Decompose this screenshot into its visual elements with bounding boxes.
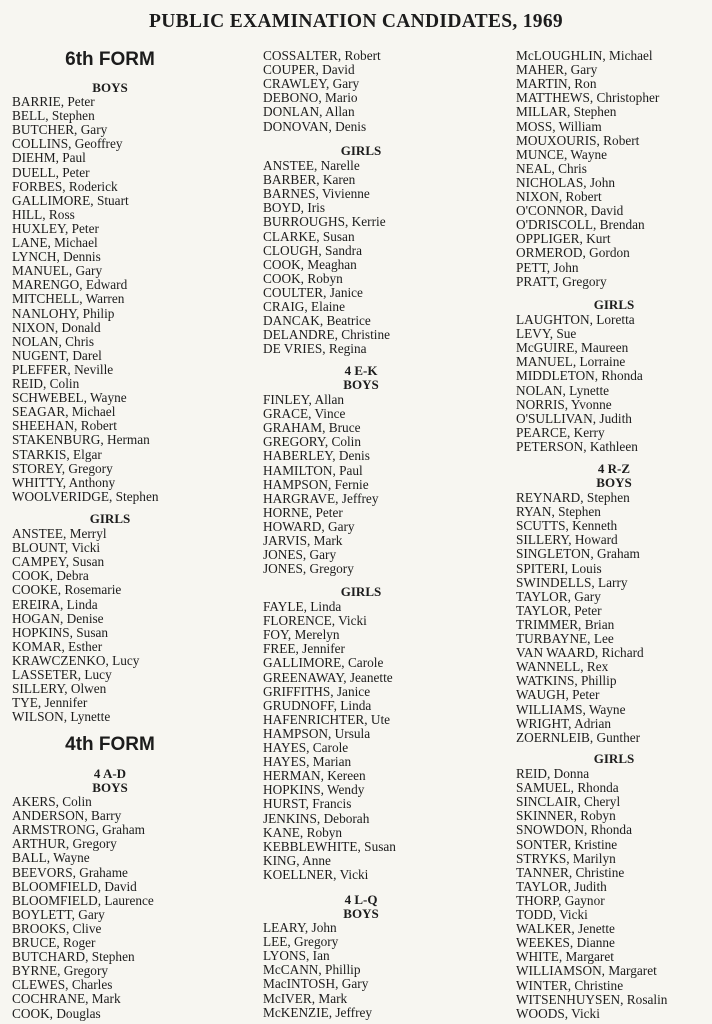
candidate-name: PEARCE, Kerry: [516, 424, 605, 440]
candidate-name: DELANDRE, Christine: [263, 327, 391, 343]
candidate-name: O'DRISCOLL, Brendan: [516, 217, 645, 233]
candidate-name: TRIMMER, Brian: [516, 616, 615, 632]
form-heading: 6th FORM: [65, 49, 155, 70]
candidate-name: NOLAN, Lynette: [516, 382, 610, 398]
candidate-name: COOK, Meaghan: [263, 256, 357, 272]
candidate-name: CLOUGH, Sandra: [263, 242, 362, 258]
candidate-name: McIVER, Mark: [263, 990, 348, 1006]
candidate-name: COOK, Debra: [12, 568, 89, 584]
candidate-name: KOELLNER, Vicki: [263, 866, 369, 882]
candidate-name: MIDDLETON, Rhonda: [516, 368, 643, 384]
candidate-name: McLOUGHLIN, Michael: [516, 48, 653, 63]
candidate-name: NIXON, Robert: [516, 189, 602, 204]
section-heading: GIRLS: [340, 584, 382, 599]
candidate-name: BROOKS, Clive: [12, 920, 102, 936]
candidate-name: HOPKINS, Susan: [12, 624, 109, 640]
candidate-name: SILLERY, Olwen: [12, 681, 107, 697]
candidate-name: BARRIE, Peter: [12, 94, 95, 109]
section-heading: GIRLS: [593, 297, 635, 312]
candidate-name: EREIRA, Linda: [12, 596, 98, 612]
candidate-name: NEAL, Chris: [516, 160, 587, 176]
candidate-name: NANLOHY, Philip: [12, 305, 115, 321]
section-heading: 4 A-D: [93, 766, 127, 781]
candidate-name: McKENZIE, Jeffrey: [263, 1004, 373, 1020]
candidate-name: O'CONNOR, David: [516, 203, 624, 219]
candidate-name: AKERS, Colin: [12, 794, 92, 809]
candidate-name: THORP, Gaynor: [516, 892, 605, 908]
candidate-name: LASSETER, Lucy: [12, 667, 112, 682]
candidate-name: BLOOMFIELD, Laurence: [12, 892, 154, 908]
candidate-name: SAMUEL, Rhonda: [516, 780, 619, 796]
candidate-name: WHITE, Margaret: [516, 949, 614, 965]
candidate-name: BYRNE, Gregory: [12, 963, 109, 979]
candidate-name: TODD, Vicki: [516, 907, 588, 922]
candidate-name: MOSS, William: [516, 118, 602, 134]
candidate-name: NORRIS, Yvonne: [516, 396, 612, 412]
candidate-name: REID, Donna: [516, 766, 590, 781]
candidate-name: BUTCHER, Gary: [12, 122, 108, 138]
candidate-name: JENKINS, Deborah: [263, 810, 370, 826]
candidate-name: HAFENRICHTER, Ute: [263, 711, 391, 727]
candidate-name: CRAIG, Elaine: [263, 299, 345, 314]
candidate-name: WAUGH, Peter: [516, 687, 600, 703]
candidate-name: BURROUGHS, Kerrie: [263, 214, 386, 230]
candidate-name: CLARKE, Susan: [263, 228, 355, 244]
candidate-name: HILL, Ross: [12, 206, 75, 222]
candidate-name: MacINTOSH, Gary: [263, 976, 369, 992]
candidate-name: STOREY, Gregory: [12, 460, 113, 476]
section-heading: GIRLS: [340, 143, 382, 158]
candidate-name: COULTER, Janice: [263, 284, 363, 300]
candidate-name: NIXON, Donald: [12, 319, 101, 335]
candidate-name: COOKE, Rosemarie: [12, 582, 122, 598]
candidate-name: LEVY, Sue: [516, 326, 577, 342]
candidate-name: BARNES, Vivienne: [263, 186, 370, 202]
page-title: PUBLIC EXAMINATION CANDIDATES, 1969: [149, 11, 563, 32]
candidate-name: KANE, Robyn: [263, 824, 343, 840]
candidate-name: KOMAR, Esther: [12, 638, 103, 654]
candidate-name: HAMPSON, Fernie: [263, 476, 369, 492]
candidate-name: WOOLVERIDGE, Stephen: [12, 488, 159, 504]
section-heading: BOYS: [596, 475, 632, 490]
candidate-name: CLEWES, Charles: [12, 977, 113, 993]
candidate-name: NUGENT, Darel: [12, 347, 102, 363]
candidate-name: ARTHUR, Gregory: [12, 836, 117, 852]
candidate-name: COOK, Douglas: [12, 1005, 101, 1021]
candidate-name: LAUGHTON, Loretta: [516, 312, 635, 327]
candidate-name: STARKIS, Elgar: [12, 446, 102, 462]
candidate-name: RYAN, Stephen: [516, 504, 601, 520]
candidate-name: ARMSTRONG, Graham: [12, 822, 145, 838]
candidate-name: WATKINS, Phillip: [516, 673, 617, 689]
candidate-name: VAN WAARD, Richard: [516, 645, 644, 661]
candidate-name: COCHRANE, Mark: [12, 991, 121, 1007]
section-heading: BOYS: [92, 80, 128, 95]
candidate-name: MATTHEWS, Christopher: [516, 90, 660, 106]
candidate-name: GRUDNOFF, Linda: [263, 697, 372, 713]
candidate-name: COOK, Robyn: [263, 270, 343, 286]
candidate-name: SINGLETON, Graham: [516, 546, 640, 562]
candidate-name: DIEHM, Paul: [12, 150, 86, 166]
candidate-name: DONOVAN, Denis: [263, 118, 367, 134]
candidate-name: TURBAYNE, Lee: [516, 631, 614, 646]
candidate-name: ANSTEE, Merryl: [12, 526, 107, 541]
candidate-name: PRATT, Gregory: [516, 273, 607, 289]
candidate-name: SEAGAR, Michael: [12, 404, 116, 420]
candidate-name: SINCLAIR, Cheryl: [516, 794, 621, 810]
candidate-name: FINLEY, Allan: [263, 392, 345, 407]
candidate-name: SPITERI, Louis: [516, 560, 602, 576]
candidate-name: HURST, Francis: [263, 796, 352, 812]
candidate-name: TANNER, Christine: [516, 864, 625, 880]
candidate-name: ORMEROD, Gordon: [516, 245, 630, 261]
candidate-name: HABERLEY, Denis: [263, 448, 370, 464]
candidate-name: PETERSON, Kathleen: [516, 438, 638, 454]
candidate-name: SKINNER, Robyn: [516, 808, 616, 824]
candidate-name: GREENAWAY, Jeanette: [263, 669, 393, 685]
candidate-name: LYONS, Ian: [263, 948, 330, 964]
candidate-name: BLOUNT, Vicki: [12, 540, 101, 556]
candidate-name: KING, Anne: [263, 852, 331, 868]
candidate-name: COUPER, David: [263, 62, 355, 78]
candidate-name: BEEVORS, Grahame: [12, 864, 128, 880]
candidate-name: HAYES, Marian: [263, 754, 352, 770]
candidate-name: SHEEHAN, Robert: [12, 418, 117, 434]
candidate-name: McGUIRE, Maureen: [516, 340, 629, 356]
candidate-name: COLLINS, Geoffrey: [12, 136, 123, 152]
section-heading: BOYS: [343, 377, 379, 392]
candidate-name: MARENGO, Edward: [12, 277, 128, 293]
section-heading: 4 E-K: [344, 363, 378, 378]
candidate-name: KRAWCZENKO, Lucy: [12, 652, 140, 668]
candidate-name: GRAHAM, Bruce: [263, 420, 361, 436]
candidate-name: TAYLOR, Gary: [516, 588, 601, 604]
candidate-name: NICHOLAS, John: [516, 174, 615, 190]
candidate-name: DONLAN, Allan: [263, 104, 355, 120]
candidate-name: MILLAR, Stephen: [516, 104, 617, 120]
candidate-name: WEEKES, Dianne: [516, 935, 615, 951]
candidate-name: WALKER, Jenette: [516, 921, 615, 937]
candidate-name: GREGORY, Colin: [263, 434, 362, 450]
candidate-name: MAHER, Gary: [516, 62, 598, 78]
candidate-name: JARVIS, Mark: [263, 533, 343, 548]
candidate-name: MARTIN, Ron: [516, 76, 597, 92]
candidate-name: PLEFFER, Neville: [12, 361, 114, 377]
candidate-name: STAKENBURG, Herman: [12, 432, 150, 448]
candidate-name: BRUCE, Roger: [12, 935, 96, 950]
candidate-name: MITCHELL, Warren: [12, 291, 125, 307]
candidate-name: FORBES, Roderick: [12, 178, 118, 194]
candidate-name: MUNCE, Wayne: [516, 146, 608, 162]
section-heading: 4 L-Q: [344, 892, 378, 907]
candidate-name: SILLERY, Howard: [516, 532, 618, 548]
candidate-name: ANSTEE, Narelle: [263, 158, 360, 173]
candidate-name: HAYES, Carole: [263, 740, 349, 755]
candidate-name: WILLIAMS, Wayne: [516, 701, 626, 717]
candidate-name: HOWARD, Gary: [263, 518, 355, 534]
candidate-name: HOGAN, Denise: [12, 610, 104, 626]
candidate-name: McCANN, Phillip: [263, 962, 361, 978]
section-heading: 4 R-Z: [597, 461, 631, 476]
candidate-name: O'SULLIVAN, Judith: [516, 410, 632, 426]
candidate-name: KEBBLEWHITE, Susan: [263, 838, 396, 854]
candidate-name: HORNE, Peter: [263, 504, 343, 520]
candidate-name: REID, Colin: [12, 376, 80, 391]
candidate-name: DUELL, Peter: [12, 164, 90, 180]
candidate-name: TAYLOR, Judith: [516, 878, 607, 894]
candidate-name: WRIGHT, Adrian: [516, 715, 612, 731]
candidate-name: HERMAN, Kereen: [263, 768, 366, 784]
candidate-name: GALLIMORE, Stuart: [12, 192, 129, 208]
candidate-name: TAYLOR, Peter: [516, 602, 602, 618]
candidate-name: CAMPEY, Susan: [12, 554, 105, 570]
candidate-name: GALLIMORE, Carole: [263, 655, 384, 671]
candidate-name: TYE, Jennifer: [12, 695, 88, 711]
candidate-name: FOY, Merelyn: [263, 627, 340, 643]
candidate-name: BOYD, Iris: [263, 200, 326, 216]
section-heading: BOYS: [92, 780, 128, 795]
candidate-name: LYNCH, Dennis: [12, 249, 101, 265]
candidate-name: GRIFFITHS, Janice: [263, 683, 371, 699]
candidate-name: SONTER, Kristine: [516, 836, 618, 852]
candidate-name: MANUEL, Lorraine: [516, 354, 626, 370]
candidate-name: JONES, Gregory: [263, 561, 354, 577]
candidate-name: WILSON, Lynette: [12, 709, 111, 725]
candidate-name: LEARY, John: [263, 920, 337, 935]
candidate-name: PETT, John: [516, 259, 579, 275]
candidate-name: STRYKS, Marilyn: [516, 850, 616, 866]
candidate-name: BUTCHARD, Stephen: [12, 949, 135, 965]
candidate-name: BOYLETT, Gary: [12, 906, 105, 922]
candidate-name: SNOWDON, Rhonda: [516, 822, 632, 838]
candidate-name: BARBER, Karen: [263, 172, 356, 188]
candidate-name: SWINDELLS, Larry: [516, 574, 628, 590]
candidate-name: DEBONO, Mario: [263, 90, 358, 106]
candidate-name: CRAWLEY, Gary: [263, 76, 360, 92]
candidate-name: HAMPSON, Ursula: [263, 725, 371, 741]
candidate-name: HOPKINS, Wendy: [263, 782, 365, 798]
section-heading: GIRLS: [593, 751, 635, 766]
candidate-name: DANCAK, Beatrice: [263, 313, 371, 329]
candidate-name: LEE, Gregory: [263, 934, 339, 950]
candidate-name: ZOERNLEIB, Gunther: [516, 729, 641, 745]
candidate-name: WINTER, Christine: [516, 977, 624, 993]
section-heading: GIRLS: [89, 511, 131, 526]
candidate-name: BLOOMFIELD, David: [12, 878, 137, 894]
candidate-name: ANDERSON, Barry: [12, 808, 122, 824]
candidate-name: FLORENCE, Vicki: [263, 613, 367, 629]
candidate-name: WANNELL, Rex: [516, 659, 609, 675]
candidate-name: FAYLE, Linda: [263, 599, 342, 614]
candidate-name: GRACE, Vince: [263, 406, 346, 422]
candidate-name: WHITTY, Anthony: [12, 474, 116, 490]
candidate-name: NOLAN, Chris: [12, 333, 94, 349]
section-heading: BOYS: [343, 906, 379, 921]
candidate-name: HAMILTON, Paul: [263, 462, 363, 478]
candidate-name: SCHWEBEL, Wayne: [12, 390, 127, 406]
candidate-name: FREE, Jennifer: [263, 641, 345, 657]
candidate-name: WILLIAMSON, Margaret: [516, 963, 657, 979]
candidate-name: JONES, Gary: [263, 547, 337, 563]
candidate-name: WOODS, Vicki: [516, 1005, 600, 1021]
candidate-name: WITSENHUYSEN, Rosalin: [516, 991, 668, 1007]
candidate-name: BALL, Wayne: [12, 850, 90, 866]
candidate-name: SCUTTS, Kenneth: [516, 518, 618, 534]
candidate-name: OPPLIGER, Kurt: [516, 231, 611, 247]
form-heading: 4th FORM: [65, 734, 155, 755]
candidate-name: COSSALTER, Robert: [263, 48, 381, 63]
candidate-name: HUXLEY, Peter: [12, 220, 99, 236]
candidate-name: MOUXOURIS, Robert: [516, 132, 640, 148]
candidate-name: MANUEL, Gary: [12, 263, 103, 279]
candidate-name: REYNARD, Stephen: [516, 490, 630, 505]
candidate-name: LANE, Michael: [12, 235, 98, 250]
candidate-name: BELL, Stephen: [12, 108, 95, 124]
candidate-name: HARGRAVE, Jeffrey: [263, 490, 379, 506]
candidate-name: DE VRIES, Regina: [263, 341, 367, 357]
